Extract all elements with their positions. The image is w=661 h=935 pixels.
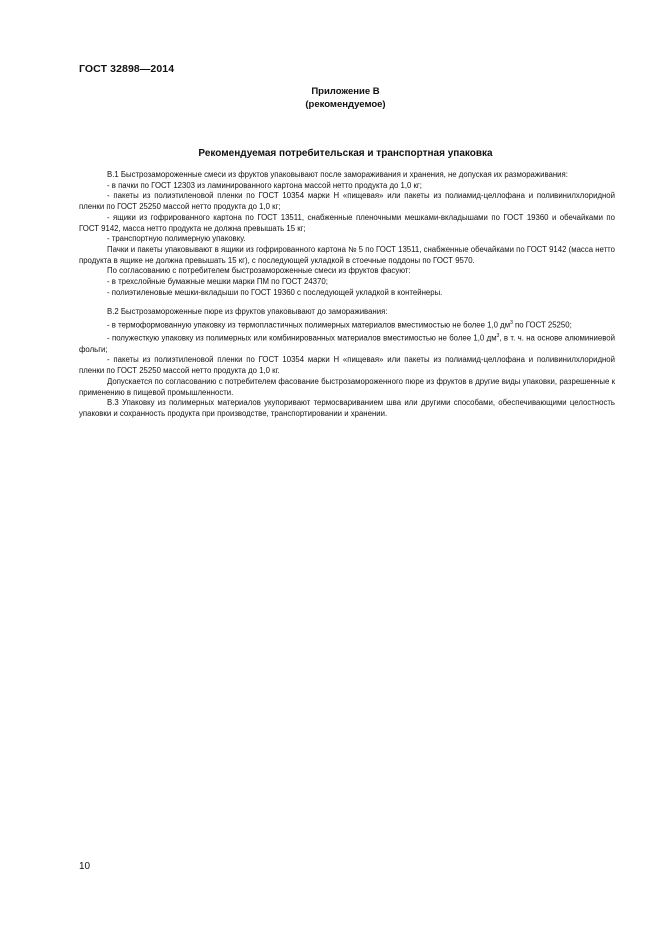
paragraph bbox=[79, 331, 615, 355]
paragraph: - в пачки по ГОСТ 12303 из ламинированного картона массой нетто продукта до 1,0 кг; bbox=[107, 180, 422, 190]
annex-heading bbox=[0, 86, 661, 111]
text-run: - в термоформованную упаковку из термопластичных полимерных материалов вместимостью не более 1,0 дм bbox=[107, 320, 511, 330]
paragraph: - транспортную полимерную упаковку. bbox=[107, 234, 246, 244]
paragraph: - в трехслойные бумажные мешки марки ПМ по ГОСТ 24370; bbox=[107, 277, 328, 287]
section-title-wrap bbox=[0, 148, 661, 159]
document-body bbox=[79, 170, 615, 420]
paragraph: Допускается по согласованию с потребителем фасование быстрозамороженного пюре из фруктов в другие виды упаковки, разрешенные к применению в пищевой промышленности. bbox=[79, 376, 615, 397]
paragraph: - ящики из гофрированного картона по ГОСТ 13511, снабженные пленочными мешками-вкладышами по ГОСТ 19360 и обечайками по ГОСТ 9142, масса нетто продукта не должна превышать 15 кг; bbox=[79, 212, 615, 233]
text-run: - полужесткую упаковку из полимерных или комбинированных материалов вместимостью не более 1,0 дм bbox=[107, 334, 497, 344]
annex-subtitle: (рекомендуемое) bbox=[305, 98, 386, 110]
paragraph: По согласованию с потребителем быстрозамороженные смеси из фруктов фасуют: bbox=[107, 266, 411, 276]
page-number: 10 bbox=[79, 861, 91, 872]
section-title: Рекомендуемая потребительская и транспортная упаковка bbox=[198, 148, 493, 159]
paragraph bbox=[79, 318, 615, 331]
text-run: , в т. ч. на основе алюминиевой фольги; bbox=[79, 334, 615, 354]
paragraph-gap bbox=[79, 298, 615, 307]
paragraph: - пакеты из полиэтиленовой пленки по ГОСТ 10354 марки Н «пищевая» или пакеты из полиамид-целлофана и поливинилхлоридной пленки по ГОСТ 25250 массой нетто продукта до 1,0 кг. bbox=[79, 355, 615, 376]
superscript: 3 bbox=[510, 320, 513, 327]
annex-title: Приложение В bbox=[311, 86, 380, 97]
document-code-header: ГОСТ 32898—2014 bbox=[79, 63, 175, 75]
paragraph: - полиэтиленовые мешки-вкладыши по ГОСТ 19360 с последующей укладкой в контейнеры. bbox=[107, 287, 443, 297]
paragraph: В.1 Быстрозамороженные смеси из фруктов упаковывают после замораживания и хранения, не допуская их размораживания: bbox=[107, 170, 568, 179]
paragraph: Пачки и пакеты упаковывают в ящики из гофрированного картона № 5 по ГОСТ 13511, снабженные обечайками по ГОСТ 9142 (масса нетто продукта в ящике не должна превышать 15 кг), с последующей укладкой в стоечные поддоны по ГОСТ 9570. bbox=[79, 244, 615, 265]
superscript: 3 bbox=[496, 333, 500, 340]
paragraph: В.3 Упаковку из полимерных материалов укупоривают термосвариванием шва или другими способами, обеспечивающими целостность упаковки и сохранность продукта при производстве, транспортировании и хранении. bbox=[79, 398, 615, 418]
paragraph: - пакеты из полиэтиленовой пленки по ГОСТ 10354 марки Н «пищевая» или пакеты из полиамид-целлофана и поливинилхлоридной пленки по ГОСТ 25250 массой нетто продукта до 1,0 кг; bbox=[79, 191, 615, 212]
text-run: по ГОСТ 25250; bbox=[512, 320, 572, 330]
paragraph: В.2 Быстрозамороженные пюре из фруктов упаковывают до замораживания: bbox=[107, 307, 388, 317]
